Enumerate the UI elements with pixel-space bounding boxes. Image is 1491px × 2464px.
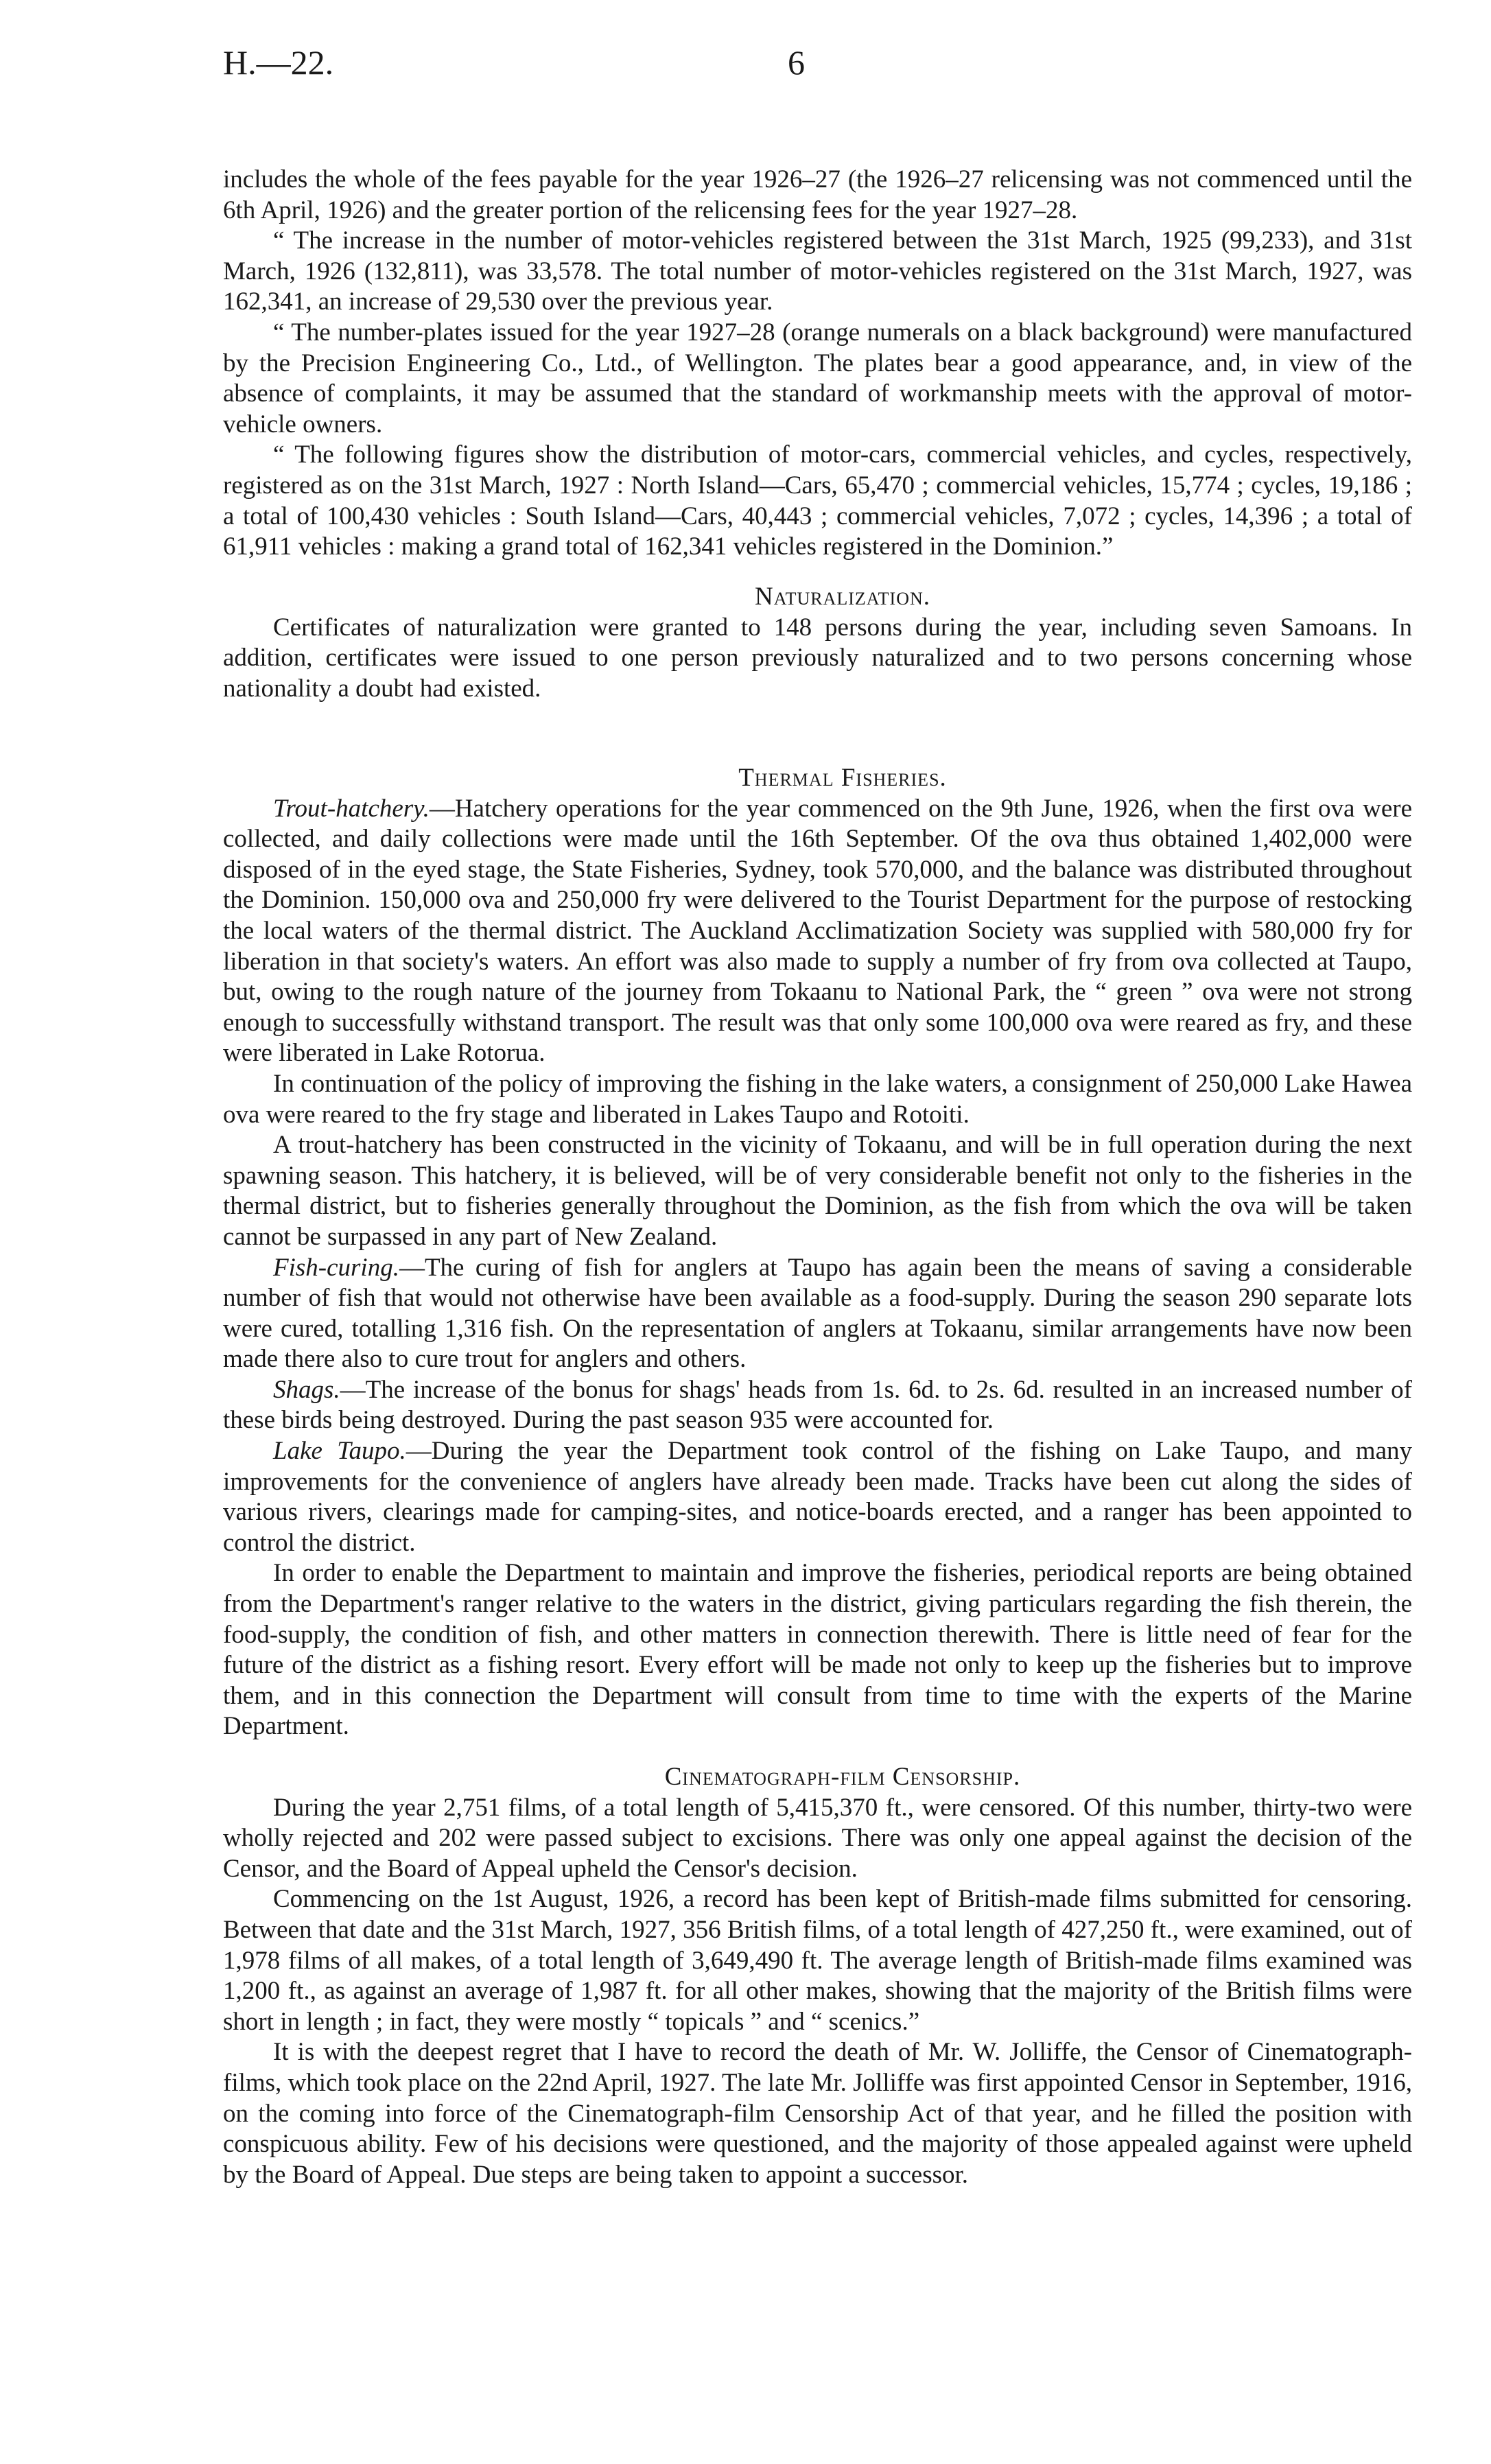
page-number: 6 <box>788 43 805 82</box>
paragraph: Lake Taupo.—During the year the Department took control of the fishing on Lake Taupo, and many improvements for the convenience of anglers have already been made. Tracks have been cut along the sides of various rivers, clearings made for camping-sites, and notice-boards erected, and a ranger has been appointed to control the district. <box>223 1437 1412 1557</box>
paragraph: “ The following figures show the distribution of motor-cars, commercial vehicles, and cycles, respectively, registered as on the 31st March, 1927 : North Island—Cars, 65,470 ; commercial vehicles, 15,774 ; cycles, 19,186 ; a total of 100,430 vehicles : South Island—Cars, 40,443 ; commercial vehicles, 7,072 ; cycles, 14,396 ; a total of 61,911 vehicles : making a grand total of 162,341 vehicles registered in the Dominion.” <box>223 441 1412 561</box>
paragraph: Certificates of naturalization were granted to 148 persons during the year, including seven Samoans. In addition, certificates were issued to one person previously naturalized and to two persons concerning whose nationality a doubt had existed. <box>223 613 1412 703</box>
paragraph-lead: Lake Taupo. <box>273 1437 406 1466</box>
section-motor-vehicles <box>223 165 1412 563</box>
section-heading: Thermal Fisheries. <box>738 764 947 792</box>
paragraph: In continuation of the policy of improving the fishing in the lake waters, a consignment of 250,000 Lake Hawea ova were reared to the fry stage and liberated in Lakes Taupo and Rotoiti. <box>223 1069 1412 1129</box>
paragraph: Commencing on the 1st August, 1926, a record has been kept of British-made films submitted for censoring. Between that date and the 31st March, 1927, 356 British films, of a total length of 427,250 ft., were examined, out of 1,978 films of all makes, of a total length of 3,649,490 ft. The average length of British-made films examined was 1,200 ft., as against an average of 1,987 ft. for all other makes, showing that the majority of the British films were short in length ; in fact, they were mostly “ topicals ” and “ scenics.” <box>223 1885 1412 2036</box>
paragraph-lead: Shags. <box>273 1375 340 1404</box>
section-naturalization <box>223 582 1412 704</box>
paragraph: “ The number-plates issued for the year 1927–28 (orange numerals on a black background) were manufactured by the Precision Engineering Co., Ltd., of Wellington. The plates bear a good appearance, and, in view of the absence of complaints, it may be assumed that the standard of workmanship meets with the approval of motor-vehicle owners. <box>223 318 1412 438</box>
section-heading: Cinematograph-film Censorship. <box>664 1763 1021 1791</box>
paragraph-lead: Fish-curing. <box>273 1253 399 1282</box>
section-thermal-fisheries <box>223 763 1412 1742</box>
paragraph: A trout-hatchery has been constructed in the vicinity of Tokaanu, and will be in full operation during the next spawning season. This hatchery, it is believed, will be of very considerable benefit not only to the fisheries in the thermal district, but to fisheries generally throughout the Dominion, as the fish from which the ova will be taken cannot be surpassed in any part of New Zealand. <box>223 1131 1412 1251</box>
paragraph: Trout-hatchery.—Hatchery operations for the year commenced on the 9th June, 1926, when the first ova were collected, and daily collections were made until the 16th September. Of the ova thus obtained 1,402,000 were disposed of in the eyed stage, the State Fisheries, Sydney, took 570,000, and the balance was distributed throughout the Dominion. 150,000 ova and 250,000 fry were delivered to the Tourist Department for the purpose of restocking the local waters of the thermal district. The Auckland Acclimatization Society was supplied with 580,000 fry for liberation in that society's waters. An effort was also made to supply a number of fry from ova collected at Taupo, but, owing to the rough nature of the journey from Tokaanu to National Park, the “ green ” ova were not strong enough to successfully withstand transport. The result was that only some 100,000 ova were reared as fry, and these were liberated in Lake Rotorua. <box>223 794 1412 1068</box>
paragraph: During the year 2,751 films, of a total length of 5,415,370 ft., were censored. Of this number, thirty-two were wholly rejected and 202 were passed subject to excisions. There was only one appeal against the decision of the Censor, and the Board of Appeal upheld the Censor's decision. <box>223 1793 1412 1883</box>
paragraph: It is with the deepest regret that I have to record the death of Mr. W. Jolliffe, the Censor of Cinematograph-films, which took place on the 22nd April, 1927. The late Mr. Jolliffe was first appointed Censor in September, 1916, on the coming into force of the Cinematograph-film Censorship Act of that year, and he filled the position with conspicuous ability. Few of his decisions were questioned, and the majority of those appealed against were upheld by the Board of Appeal. Due steps are being taken to appoint a successor. <box>223 2038 1412 2189</box>
paragraph: In order to enable the Department to maintain and improve the fisheries, periodical reports are being obtained from the Department's ranger relative to the waters in the district, giving particulars regarding the fish therein, the food-supply, the condition of fish, and other matters in connection therewith. There is little need of fear for the future of the district as a fishing resort. Every effort will be made not only to keep up the fisheries but to improve them, and in this connection the Department will consult from time to time with the experts of the Marine Department. <box>223 1559 1412 1741</box>
paragraph: Fish-curing.—The curing of fish for anglers at Taupo has again been the means of saving a considerable number of fish that would not otherwise have been available as a food-supply. During the season 290 separate lots were cured, totalling 1,316 fish. On the representation of anglers at Tokaanu, similar arrangements have now been made there also to cure trout for anglers and others. <box>223 1253 1412 1374</box>
document-reference: H.—22. <box>223 43 334 82</box>
paragraph-lead: Trout-hatchery. <box>273 794 430 823</box>
paragraph: “ The increase in the number of motor-vehicles registered between the 31st March, 1925 (99,233), and 31st March, 1926 (132,811), was 33,578. The total number of motor-vehicles registered on the 31st March, 1927, was 162,341, an increase of 29,530 over the previous year. <box>223 226 1412 316</box>
paragraph: includes the whole of the fees payable for the year 1926–27 (the 1926–27 relicensing was not commenced until the 6th April, 1926) and the greater portion of the relicensing fees for the year 1927–28. <box>223 165 1412 224</box>
section-heading: Naturalization. <box>754 583 931 611</box>
paragraph: Shags.—The increase of the bonus for shags' heads from 1s. 6d. to 2s. 6d. resulted in an increased number of these birds being destroyed. During the past season 935 were accounted for. <box>223 1375 1412 1435</box>
section-film-censorship <box>223 1762 1412 2190</box>
